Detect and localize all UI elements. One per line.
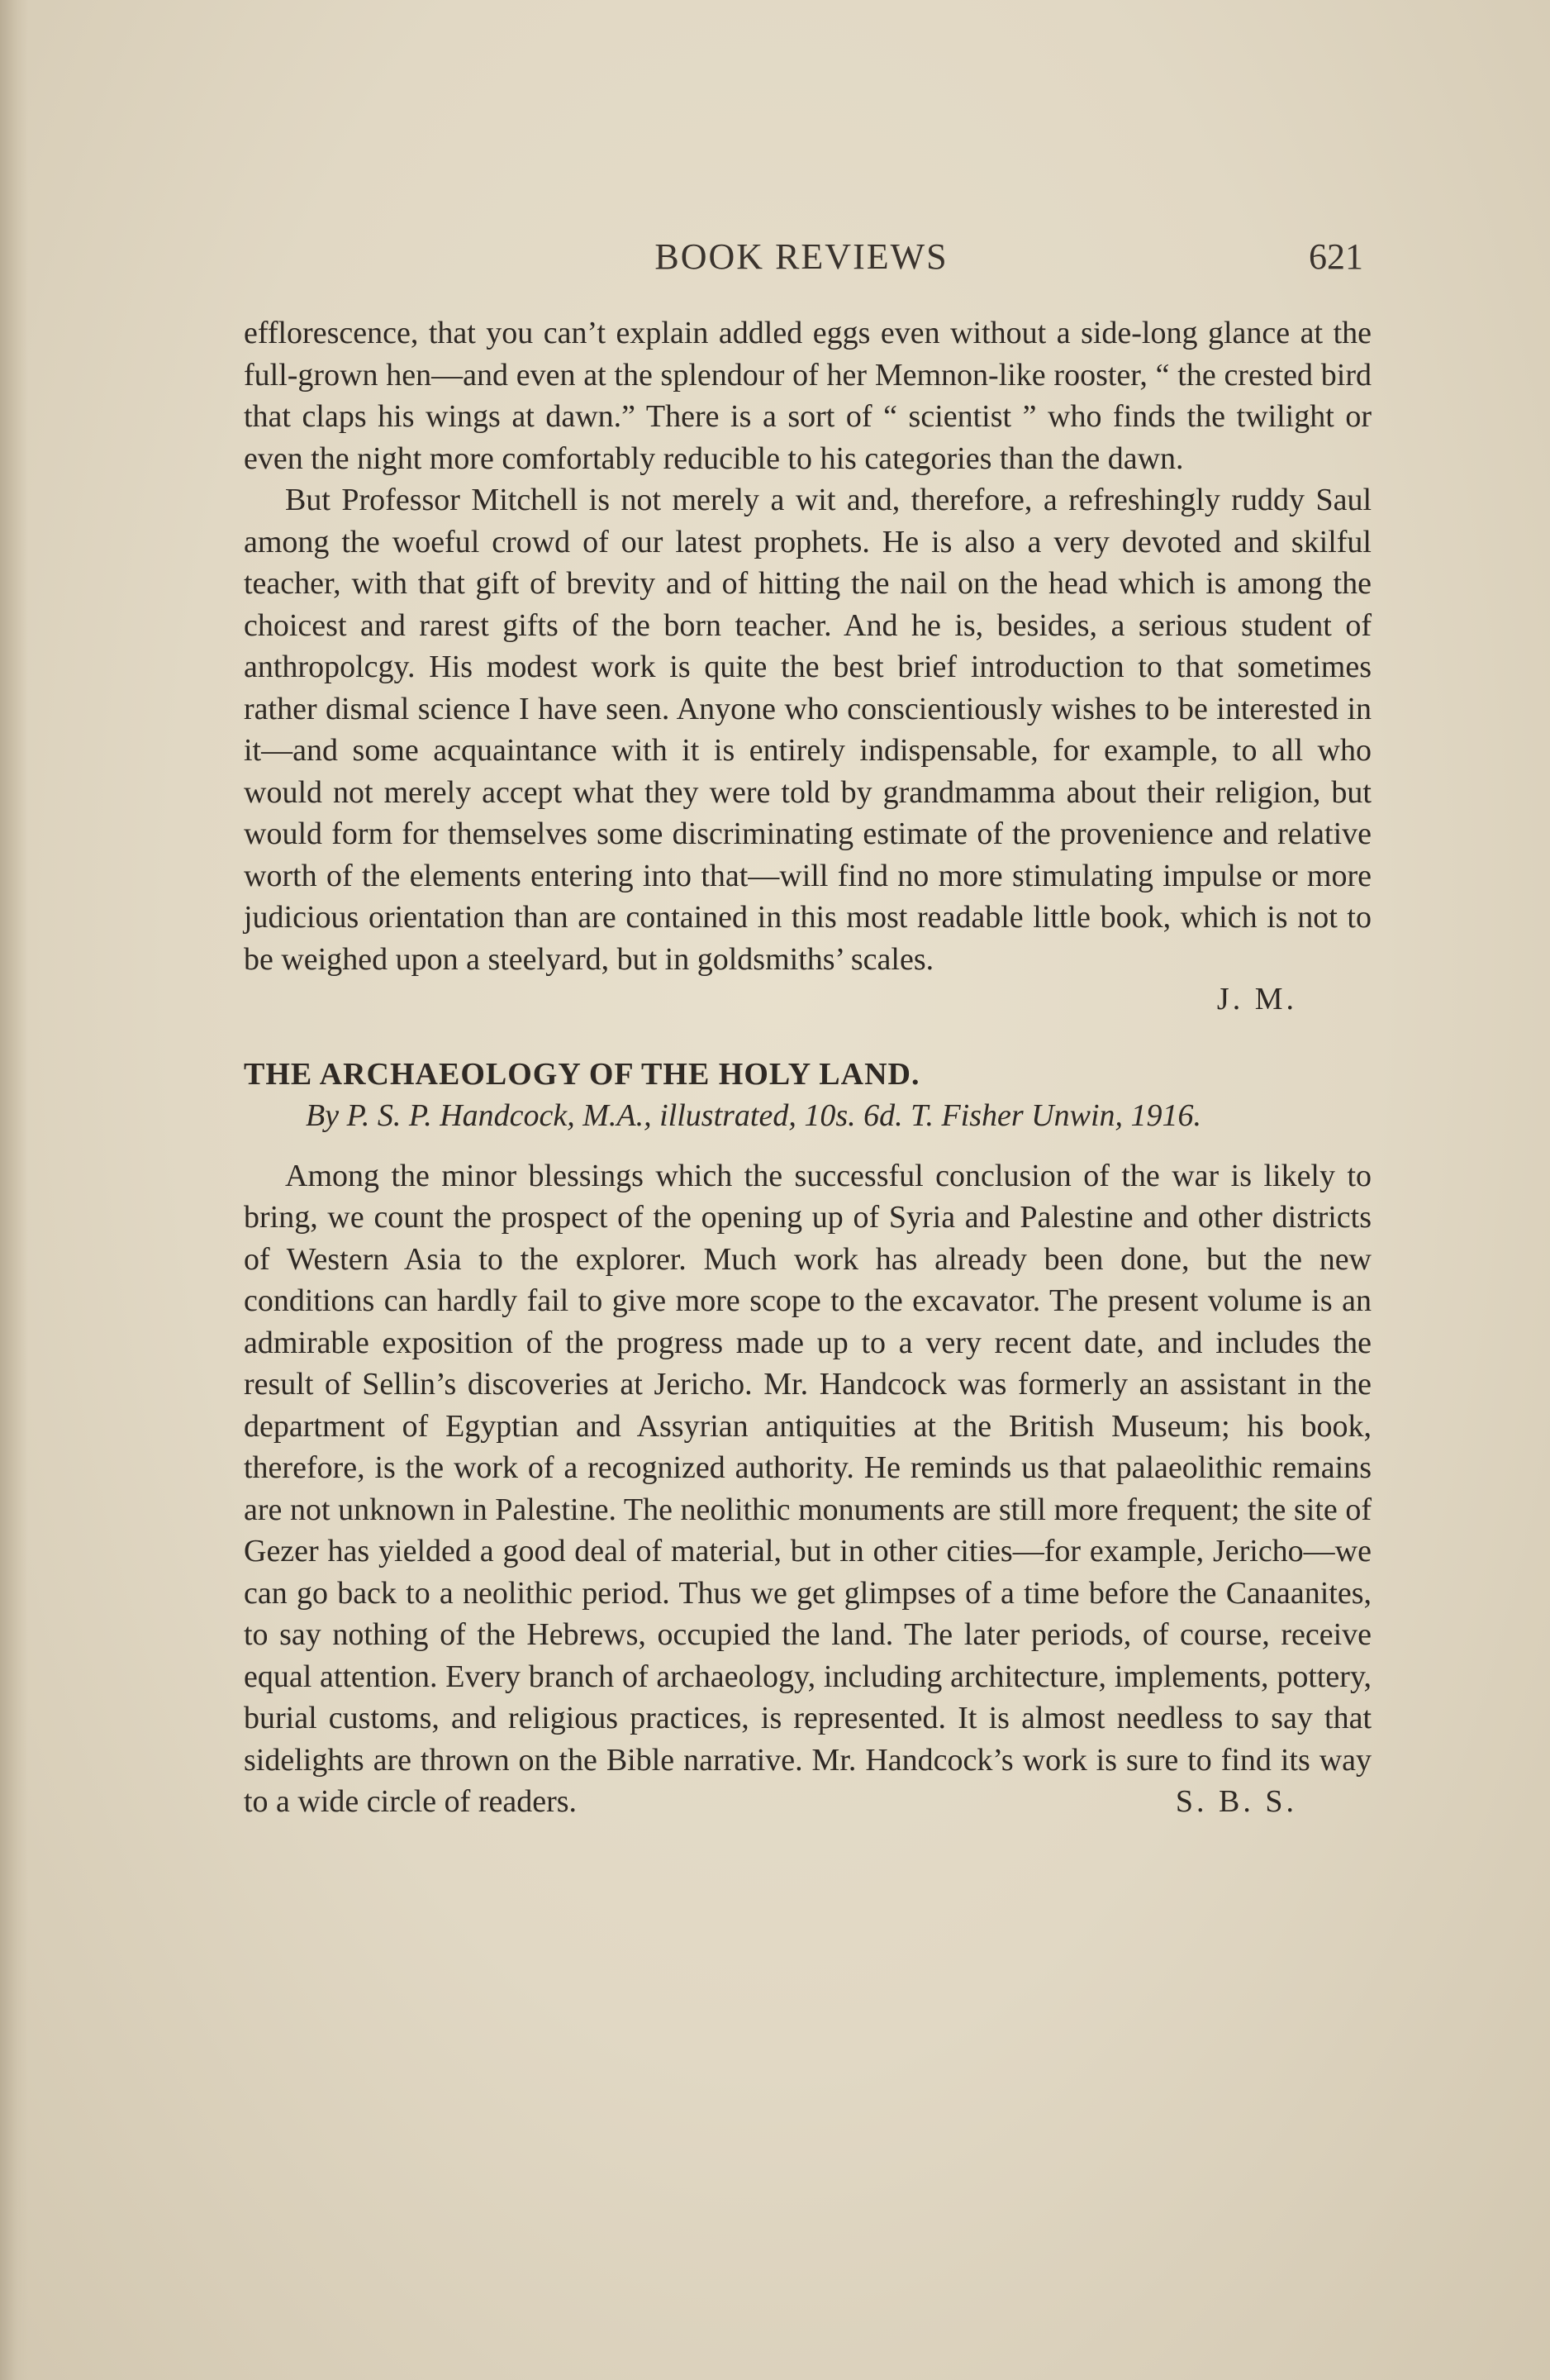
running-head: BOOK REVIEWS xyxy=(654,236,949,277)
review-paragraph: But Professor Mitchell is not merely a wit and, therefore, a refreshingly ruddy Saul among the woeful crowd of our latest prophets. He is also a very devoted and skilful teacher, with that gift of brevity and of hitting the nail on the head which is among the choicest and rarest gifts of the born teacher. And he is, besides, a serious student of anthropolcgy. His modest work is quite the best brief introduction to that sometimes rather dismal science I have seen. Anyone who conscientiously wishes to be interested in it—and some acquaintance with it is entirely indispensable, for example, to all who would not merely accept what they were told by grandmamma about their religion, but would form for themselves some discriminating estimate of the provenience and relative worth of the elements entering into that—will find no more stimulating impulse or more judicious orientation than are contained in this most readable little book, which is not to be weighed upon a steelyard, but in goldsmiths’ scales. xyxy=(244,483,1372,977)
review-signature-inline: S. B. S. xyxy=(1175,1784,1297,1819)
review-continuation-paragraph: efflorescence, that you can’t explain addled eggs even without a side-long glance at the full-grown hen—and even at the splendour of her Memnon-like rooster, “ the crested bird that claps his wings at dawn.” There is a sort of “ scientist ” who finds the twilight or even the night more comfortably reducible to his categories than the dawn. xyxy=(244,316,1372,476)
review-body-paragraph xyxy=(244,1155,1372,1823)
review-body-text: Among the minor blessings which the successful conclusion of the war is likely to bring, we count the prospect of the opening up of Syria and Palestine and other districts of Western Asia to the explorer. Much work has already been done, but the new conditions can hardly fail to give more scope to the excavator. The present volume is an admirable exposition of the progress made up to a very recent date, and includes the result of Sellin’s discoveries at Jericho. Mr. Handcock was formerly an assistant in the department of Egyptian and Assyrian antiquities at the British Museum; his book, therefore, is the work of a recognized authority. He reminds us that palaeolithic remains are not unknown in Palestine. The neolithic monuments are still more frequent; the site of Gezer has yielded a good deal of material, but in other cities—for example, Jericho—we can go back to a neolithic period. Thus we get glimpses of a time before the Canaanites, to say nothing of the Hebrews, occupied the land. The later periods, of course, receive equal attention. Every branch of archaeology, including architecture, implements, pottery, burial customs, and religious practices, is represented. It is almost needless to say that sidelights are thrown on the Bible narrative. Mr. Handcock’s work is sure to find its way to a wide circle of readers. xyxy=(244,1158,1372,1819)
review-byline: By P. S. P. Handcock, M.A., illustrated, 10s. 6d. T. Fisher Unwin, 1916. xyxy=(306,1098,1202,1133)
page-header xyxy=(240,236,1363,285)
review-title: THE ARCHAEOLOGY OF THE HOLY LAND. xyxy=(244,1056,920,1092)
page-content xyxy=(244,312,1372,1823)
page-number: 621 xyxy=(1309,236,1363,277)
spine-shadow xyxy=(0,0,28,2380)
review-signature: J. M. xyxy=(1216,982,1297,1016)
